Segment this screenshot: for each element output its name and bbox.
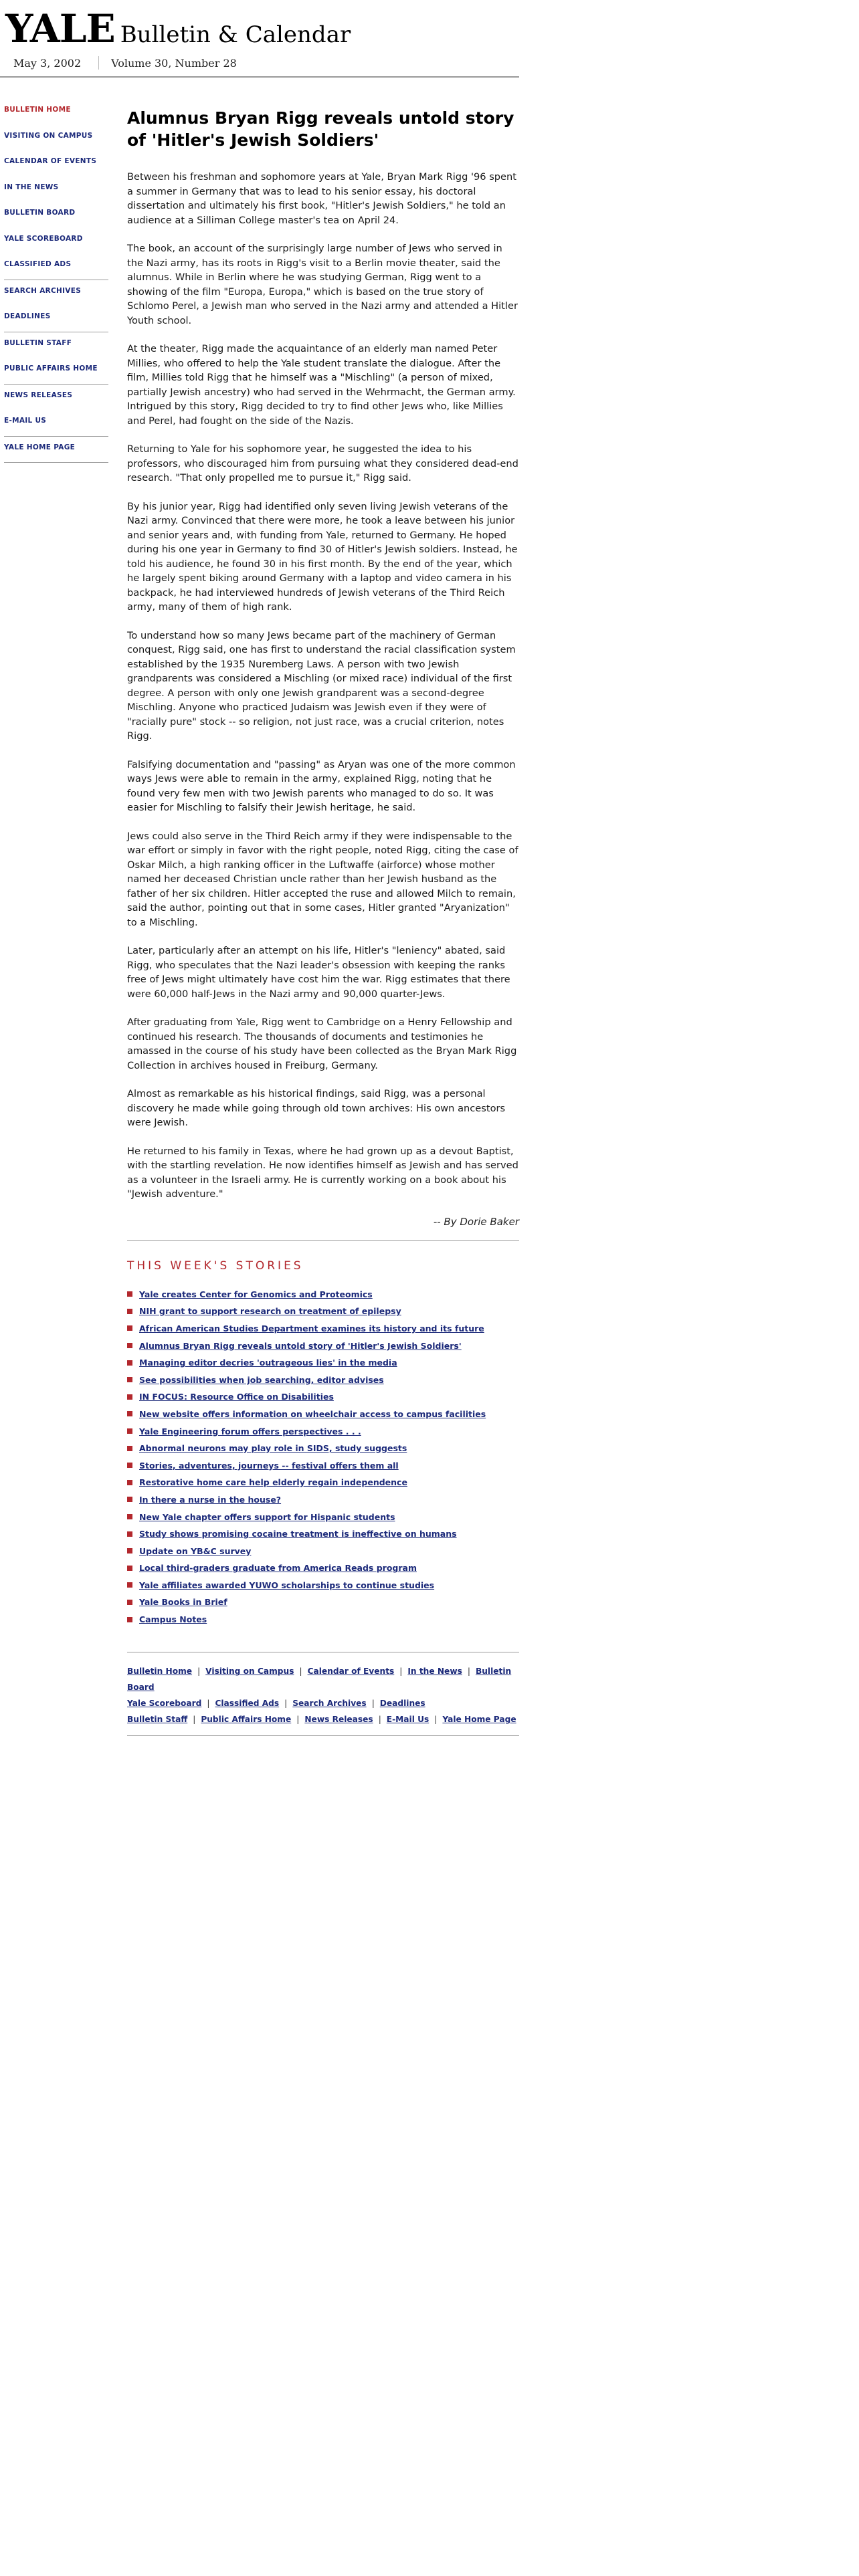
section-divider	[127, 1240, 519, 1241]
footer-row	[127, 1695, 519, 1711]
article	[127, 107, 519, 1736]
nav-item-search-archives[interactable]: SEARCH ARCHIVES	[4, 286, 82, 295]
footer-link-yale-home-page[interactable]: Yale Home Page	[442, 1715, 516, 1725]
stories-heading: THIS WEEK'S STORIES	[127, 1259, 304, 1273]
story-link[interactable]: Yale Engineering forum offers perspectives . . .	[139, 1426, 361, 1436]
footer-separator: |	[284, 1699, 288, 1709]
footer-row	[127, 1711, 519, 1727]
article-paragraph: After graduating from Yale, Rigg went to Cambridge on a Henry Fellowship and continued his research. The thousands of documents and testimonies he amassed in the course of his study have been collected as the Bryan Mark Rigg Collection in archives housed in Freiburg, Germany.	[127, 1016, 517, 1071]
story-link[interactable]: Study shows promising cocaine treatment is ineffective on humans	[139, 1529, 457, 1539]
footer-link-news-releases[interactable]: News Releases	[304, 1715, 373, 1725]
story-item	[127, 1303, 519, 1320]
article-paragraph: To understand how so many Jews became part of the machinery of German conquest, Rigg said, one has first to understand the racial classification system established by the 1935 Nuremberg Laws. A person with two Jewish grandparents was considered a Mischling (or mixed race) individual of the first degree. A person with only one Jewish grandparent was a second-degree Mischling. Anyone who practiced Judaism was Jewish even if they were of "racially pure" stock -- so religion, not just race, was a crucial criterion, notes Rigg.	[127, 629, 516, 742]
story-item	[127, 1320, 519, 1337]
masthead-rule	[0, 76, 519, 78]
sidebar-nav	[4, 103, 108, 467]
story-item	[127, 1508, 519, 1525]
article-paragraph: At the theater, Rigg made the acquaintance of an elderly man named Peter Millies, who offered to help the Yale student translate the dialogue. After the film, Millies told Rigg that he himself was a "Mischling" (a person of mixed, partially Jewish ancestry) who had served in the Wehrmacht, the German army. Intrigued by this story, Rigg decided to try to find other Jews who, like Millies and Perel, had fought on the side of the Nazis.	[127, 343, 516, 427]
footer-link-calendar-of-events[interactable]: Calendar of Events	[307, 1667, 395, 1677]
square-bullet-icon	[127, 1360, 132, 1366]
square-bullet-icon	[127, 1617, 132, 1622]
story-item	[127, 1422, 519, 1440]
story-link[interactable]: In there a nurse in the house?	[139, 1494, 282, 1505]
story-item	[127, 1560, 519, 1577]
stories-list	[127, 1286, 519, 1628]
story-link[interactable]: See possibilities when job searching, editor advises	[139, 1374, 384, 1385]
story-item	[127, 1525, 519, 1543]
article-paragraph: Jews could also serve in the Third Reich army if they were indispensable to the war effort or simply in favor with the right people, noted Rigg, citing the case of Oskar Milch, a high ranking officer in the Luftwaffe (airforce) whose mother named her deceased Christian uncle rather than her Jewish husband as the father of her six children. Hitler accepted the ruse and allowed Milch to remain, said the author, pointing out that in some cases, Hitler granted "Aryanization" to a Mischling.	[127, 830, 518, 928]
footer-link-deadlines[interactable]: Deadlines	[379, 1699, 425, 1709]
footer-separator: |	[207, 1699, 210, 1709]
square-bullet-icon	[127, 1411, 132, 1416]
square-bullet-icon	[127, 1566, 132, 1571]
square-bullet-icon	[127, 1394, 132, 1400]
square-bullet-icon	[127, 1582, 132, 1588]
story-link[interactable]: Update on YB&C survey	[139, 1545, 252, 1556]
square-bullet-icon	[127, 1497, 132, 1502]
story-link[interactable]: Yale Books in Brief	[139, 1597, 227, 1608]
footer-link-e-mail-us[interactable]: E-Mail Us	[386, 1715, 430, 1725]
nav-item-bulletin-board[interactable]: BULLETIN BOARD	[4, 209, 76, 217]
square-bullet-icon	[127, 1428, 132, 1434]
story-item	[127, 1371, 519, 1388]
article-paragraph: By his junior year, Rigg had identified only seven living Jewish veterans of the Nazi army. Convinced that there were more, he took a leave between his junior and senior years and, with funding from Yale, returned to Germany. He hoped during his one year in Germany to find 30 of Hitler's Jewish soldiers. Instead, he told his audience, he found 30 in his first month. By the end of the year, which he largely spent biking around Germany with a laptop and video camera in his backpack, he had interviewed hundreds of Jewish veterans of the Third Reich army, many of them of high rank.	[127, 500, 518, 613]
nav-item-news-releases[interactable]: NEWS RELEASES	[4, 391, 73, 399]
footer-divider-bottom	[127, 1735, 519, 1736]
footer-separator: |	[467, 1667, 470, 1677]
story-item	[127, 1611, 519, 1628]
issue-divider	[98, 56, 99, 70]
footer-row	[127, 1663, 519, 1695]
article-paragraph: Later, particularly after an attempt on his life, Hitler's "leniency" abated, said Rigg, who speculates that the Nazi leader's obsession with keeping the ranks free of Jews might ultimately have cost him the war. Rigg estimates that there were 60,000 half-Jews in the Nazi army and 90,000 quarter-Jews.	[127, 945, 510, 1000]
square-bullet-icon	[127, 1600, 132, 1605]
story-link[interactable]: NIH grant to support research on treatment of epilepsy	[139, 1306, 401, 1317]
nav-item-visiting-on-campus[interactable]: VISITING ON CAMPUS	[4, 131, 93, 140]
nav-item-yale-home-page[interactable]: YALE HOME PAGE	[4, 443, 76, 451]
footer-link-bulletin-staff[interactable]: Bulletin Staff	[127, 1715, 188, 1725]
yale-logo: YALE	[5, 6, 115, 51]
nav-divider	[4, 462, 108, 463]
story-link[interactable]: Campus Notes	[139, 1614, 207, 1625]
footer-separator: |	[378, 1715, 381, 1725]
nav-item-yale-scoreboard[interactable]: YALE SCOREBOARD	[4, 234, 83, 243]
square-bullet-icon	[127, 1446, 132, 1451]
article-paragraph: Almost as remarkable as his historical findings, said Rigg, was a personal discovery he made while going through old town archives: His own ancestors were Jewish.	[127, 1088, 506, 1128]
footer-separator: |	[197, 1667, 201, 1677]
square-bullet-icon	[127, 1325, 132, 1331]
article-paragraph: Falsifying documentation and "passing" as Aryan was one of the more common ways Jews were able to remain in the army, explained Rigg, noting that he found very few men with two Jewish parents who managed to do so. It was easier for Mischling to falsify their Jewish heritage, he said.	[127, 758, 516, 813]
square-bullet-icon	[127, 1531, 132, 1537]
story-item	[127, 1491, 519, 1509]
story-link[interactable]: Restorative home care help elderly regain independence	[139, 1477, 407, 1488]
story-item	[127, 1474, 519, 1491]
square-bullet-icon	[127, 1480, 132, 1485]
footer-separator: |	[399, 1667, 403, 1677]
nav-item-e-mail-us[interactable]: E-MAIL US	[4, 417, 47, 425]
story-link[interactable]: Abnormal neurons may play role in SIDS, study suggests	[139, 1443, 407, 1454]
footer-link-classified-ads[interactable]: Classified Ads	[215, 1699, 280, 1709]
story-link[interactable]: Local third-graders graduate from America Reads program	[139, 1563, 417, 1574]
article-byline: -- By Dorie Baker	[433, 1215, 519, 1228]
footer-link-bulletin-home[interactable]: Bulletin Home	[127, 1667, 193, 1677]
article-headline: Alumnus Bryan Rigg reveals untold story of 'Hitler's Jewish Soldiers'	[127, 108, 514, 150]
footer-separator: |	[299, 1667, 302, 1677]
footer-separator: |	[434, 1715, 438, 1725]
square-bullet-icon	[127, 1514, 132, 1519]
story-item	[127, 1286, 519, 1303]
article-paragraph: He returned to his family in Texas, where he had grown up as a devout Baptist, with the startling revelation. He now identifies himself as Jewish and has served as a volunteer in the Israeli army. He is currently working on a book about his "Jewish adventure."	[127, 1145, 518, 1200]
story-item	[127, 1457, 519, 1474]
article-paragraph: Between his freshman and sophomore years at Yale, Bryan Mark Rigg '96 spent a summer in Germany that was to lead to his senior essay, his doctoral dissertation and ultimately his first book, "Hitler's Jewish Soldiers," he told an audience at a Silliman College master's tea on April 24.	[127, 171, 517, 226]
story-link[interactable]: Alumnus Bryan Rigg reveals untold story of 'Hitler's Jewish Soldiers'	[139, 1340, 462, 1351]
article-paragraph: The book, an account of the surprisingly large number of Jews who served in the Nazi army, has its roots in Rigg's visit to a Berlin movie theater, said the alumnus. While in Berlin where he was studying German, Rigg went to a showing of the film "Europa, Europa," which is based on the true story of Schlomo Perel, a Jewish man who served in the Nazi army and attended a Hitler Youth school.	[127, 243, 518, 326]
footer-link-visiting-on-campus[interactable]: Visiting on Campus	[205, 1667, 294, 1677]
footer-links	[127, 1663, 519, 1727]
story-link[interactable]: New website offers information on wheelchair access to campus facilities	[139, 1408, 486, 1419]
story-item	[127, 1388, 519, 1406]
story-link[interactable]: New Yale chapter offers support for Hispanic students	[139, 1511, 395, 1522]
square-bullet-icon	[127, 1343, 132, 1348]
footer-separator: |	[296, 1715, 300, 1725]
issue-volume: Volume 30, Number 28	[111, 56, 237, 70]
story-item	[127, 1406, 519, 1423]
nav-divider	[4, 384, 108, 385]
issue-date: May 3, 2002	[13, 56, 82, 70]
story-item	[127, 1542, 519, 1560]
square-bullet-icon	[127, 1309, 132, 1314]
footer-link-in-the-news[interactable]: In the News	[407, 1667, 462, 1677]
nav-item-classified-ads[interactable]: CLASSIFIED ADS	[4, 260, 72, 268]
nav-item-calendar-of-events[interactable]: CALENDAR OF EVENTS	[4, 157, 97, 165]
footer-separator: |	[371, 1699, 375, 1709]
article-body	[127, 170, 519, 1202]
square-bullet-icon	[127, 1377, 132, 1382]
story-item	[127, 1354, 519, 1372]
nav-item-bulletin-staff[interactable]: BULLETIN STAFF	[4, 338, 72, 347]
masthead	[5, 6, 351, 51]
story-link[interactable]: Yale affiliates awarded YUWO scholarships to continue studies	[139, 1580, 435, 1590]
story-link[interactable]: IN FOCUS: Resource Office on Disabilities	[139, 1392, 334, 1402]
nav-item-bulletin-home[interactable]: BULLETIN HOME	[4, 106, 71, 114]
nav-divider	[4, 436, 108, 437]
footer-link-bulletin-board[interactable]: Bulletin Board	[127, 1667, 512, 1693]
footer-link-yale-scoreboard[interactable]: Yale Scoreboard	[127, 1699, 202, 1709]
story-item	[127, 1440, 519, 1457]
footer-link-search-archives[interactable]: Search Archives	[292, 1699, 367, 1709]
footer-link-public-affairs-home[interactable]: Public Affairs Home	[201, 1715, 292, 1725]
nav-item-deadlines[interactable]: DEADLINES	[4, 312, 51, 320]
story-link[interactable]: Stories, adventures, journeys -- festival offers them all	[139, 1460, 399, 1471]
nav-item-in-the-news[interactable]: IN THE NEWS	[4, 183, 59, 191]
story-item	[127, 1337, 519, 1354]
issue-info	[13, 56, 237, 70]
story-link[interactable]: Yale creates Center for Genomics and Proteomics	[139, 1289, 373, 1299]
square-bullet-icon	[127, 1548, 132, 1553]
square-bullet-icon	[127, 1463, 132, 1468]
footer-separator: |	[193, 1715, 196, 1725]
publication-title: Bulletin & Calendar	[120, 21, 351, 48]
story-link[interactable]: African American Studies Department examines its history and its future	[139, 1323, 484, 1333]
story-item	[127, 1577, 519, 1594]
square-bullet-icon	[127, 1291, 132, 1297]
nav-item-public-affairs-home[interactable]: PUBLIC AFFAIRS HOME	[4, 364, 98, 372]
story-item	[127, 1594, 519, 1611]
article-paragraph: Returning to Yale for his sophomore year, he suggested the idea to his professors, who discouraged him from pursuing what they considered dead-end research. "That only propelled me to pursue it," Rigg said.	[127, 443, 518, 484]
story-link[interactable]: Managing editor decries 'outrageous lies' in the media	[139, 1358, 397, 1368]
